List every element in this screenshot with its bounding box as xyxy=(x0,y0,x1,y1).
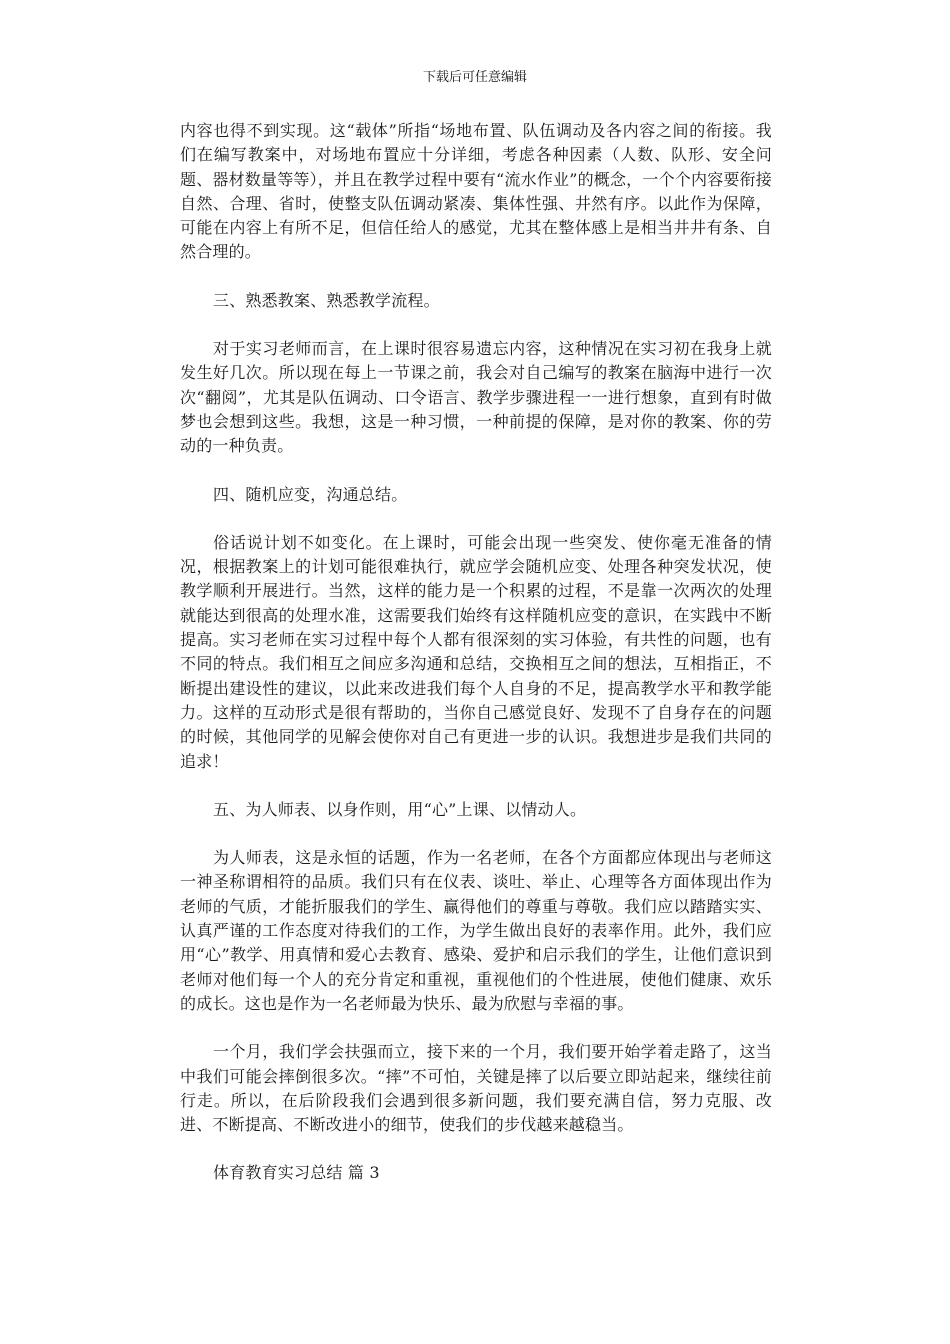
next-section-title: 体育教育实习总结 篇 3 xyxy=(213,1163,380,1183)
document-body xyxy=(180,119,772,1210)
paragraph-4: 俗话说计划不如变化。在上课时，可能会出现一些突发、使你毫无准备的情况，根据教案上的计划可能很难执行，就应学会随机应变、处理各种突发状况，使教学顺利开展进行。当然，这样的能力是一个积累的过程，不是靠一次两次的处理就能达到很高的处理水准，这需要我们始终有这样随机应变的意识，在实践中不断提高。实习老师在实习过程中每个人都有很深刻的实习体验，有共性的问题，也有不同的特点。我们相互之间应多沟通和总结，交换相互之间的想法，互相指正，不断提出建设性的建议，以此来改进我们每个人自身的不足，提高教学水平和教学能力。这样的互动形式是很有帮助的，当你自己感觉良好、发现不了自身存在的问题的时候，其他同学的见解会使你对自己有更进一步的认识。我想进步是我们共同的追求！ xyxy=(180,532,772,771)
section-heading-5: 五、为人师表、以身作则，用“心”上课、以情动人。 xyxy=(213,799,587,819)
paragraph-3: 对于实习老师而言，在上课时很容易遗忘内容，这种情况在实习初在我身上就发生好几次。所以现在每上一节课之前，我会对自己编写的教案在脑海中进行一次次“翻阅”，尤其是队伍调动、口令语言、教学步骤进程一一进行想象，直到有时做梦也会想到这些。我想，这是一种习惯，一种前提的保障，是对你的教案、你的劳动的一种负责。 xyxy=(180,339,772,456)
page-header: 下载后可任意编辑 xyxy=(422,70,527,85)
section-heading-3: 三、熟悉教案、熟悉教学流程。 xyxy=(213,290,440,310)
paragraph-5: 为人师表，这是永恒的话题，作为一名老师，在各个方面都应体现出与老师这一神圣称谓相符的品质。我们只有在仪表、谈吐、举止、心理等各方面体现出作为老师的气质，才能折服我们的学生、赢得他们的尊重与尊敬。我们应以踏踏实实、认真严谨的工作态度对待我们的工作，为学生做出良好的表率作用。此外，我们应用“心”教学、用真情和爱心去教育、感染、爱护和启示我们的学生，让他们意识到老师对他们每一个人的充分肯定和重视，重视他们的个性进展，使他们健康、欢乐的成长。这也是作为一名老师最为快乐、最为欣慰与幸福的事。 xyxy=(180,848,772,1013)
section-heading-4: 四、随机应变，沟通总结。 xyxy=(213,484,408,504)
paragraph-1: 内容也得不到实现。这“载体”所指“场地布置、队伍调动及各内容之间的衔接。我们在编写教案中，对场地布置应十分详细，考虑各种因素（人数、队形、安全问题、器材数量等等），并且在教学过程中要有“流水作业”的概念，一个个内容要衔接自然、合理、省时，使整支队伍调动紧凑、集体性强、井然有序。以此作为保障，可能在内容上有所不足，但信任给人的感觉，尤其在整体感上是相当井井有条、自然合理的。 xyxy=(180,121,772,262)
paragraph-6: 一个月，我们学会扶强而立，接下来的一个月，我们要开始学着走路了，这当中我们可能会摔倒很多次。“摔”不可怕，关键是摔了以后要立即站起来，继续往前行走。所以，在后阶段我们会遇到很多新问题，我们要充满自信，努力克服、改进、不断提高、不断改进小的细节，使我们的步伐越来越稳当。 xyxy=(180,1042,772,1135)
